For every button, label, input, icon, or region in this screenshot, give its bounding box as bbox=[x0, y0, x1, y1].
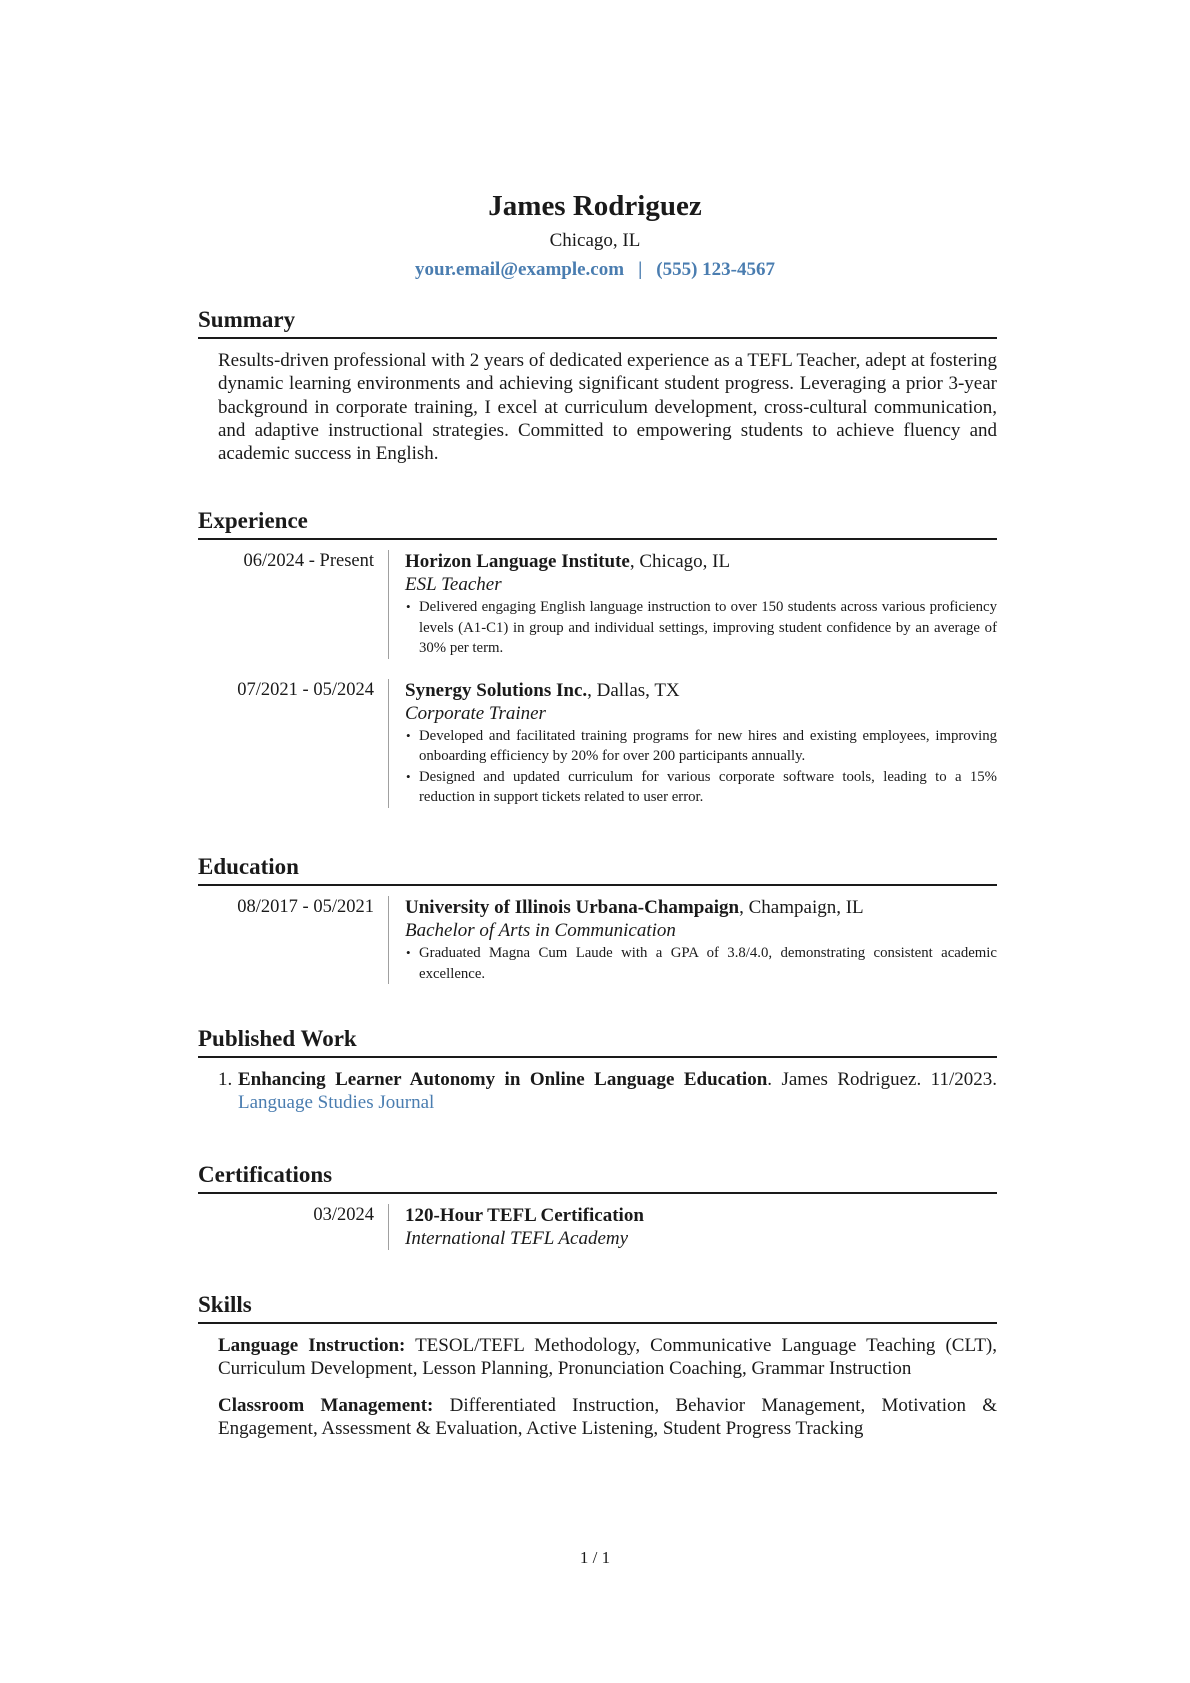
organization-name: Horizon Language Institute bbox=[405, 551, 630, 572]
entry-organization bbox=[405, 679, 997, 702]
entry-organization bbox=[405, 896, 997, 919]
email-link[interactable]: your.email@example.com bbox=[415, 259, 625, 280]
entry-organization bbox=[405, 1204, 997, 1227]
contact-line bbox=[0, 257, 1190, 283]
journal-link[interactable]: Language Studies Journal bbox=[238, 1092, 435, 1114]
entry-dates: 06/2024 - Present bbox=[243, 551, 374, 571]
entry-body bbox=[388, 896, 997, 984]
education-entry bbox=[198, 896, 997, 984]
publication-number: 1. bbox=[218, 1069, 233, 1090]
publication-item bbox=[218, 1068, 997, 1115]
candidate-name: James Rodriguez bbox=[488, 190, 702, 222]
certifications-section bbox=[198, 1161, 997, 1250]
organization-location: , Dallas, TX bbox=[587, 679, 680, 701]
section-title-skills: Skills bbox=[198, 1291, 997, 1324]
certification-issuer: International TEFL Academy bbox=[405, 1228, 629, 1249]
skill-label: Language Instruction: bbox=[218, 1335, 406, 1356]
entry-degree: Bachelor of Arts in Communication bbox=[405, 920, 676, 941]
candidate-location: Chicago, IL bbox=[549, 230, 641, 251]
entry-body bbox=[388, 550, 997, 659]
skill-label: Classroom Management: bbox=[218, 1394, 434, 1416]
bullet-item: • Graduated Magna Cum Laude with a GPA of 3.8/4.0, demonstrating consistent academic excellence. bbox=[405, 943, 997, 984]
bullet-item: • Delivered engaging English language instruction to over 150 students across various proficiency levels (A1-C1) in group and individual settings, improving student confidence by an average of 30% per term. bbox=[405, 597, 997, 659]
bullet-item: • Developed and facilitated training programs for new hires and existing employees, improving onboarding efficiency by 20% for over 200 participants annually. bbox=[405, 726, 997, 767]
phone-link[interactable]: (555) 123-4567 bbox=[656, 259, 775, 280]
contact-separator: | bbox=[638, 259, 643, 280]
organization-location: , Chicago, IL bbox=[629, 551, 731, 572]
summary-text: Results-driven professional with 2 years of dedicated experience as a TEFL Teacher, adept at fostering dynamic learning environments and achieving significant student progress. Leveraging a prior 3-year background in corporate training, I excel at curriculum development, cross-cultural communication, and adaptive instructional strategies. Committed to empowering students to achieve fluency and academic success in English. bbox=[218, 350, 997, 465]
entry-body bbox=[388, 1204, 997, 1250]
education-section bbox=[198, 853, 997, 984]
skill-list: Differentiated Instruction, Behavior Management, Motivation & Engagement, Assessment & Evaluation, Active Listening, Student Progress Tracking bbox=[218, 1394, 998, 1439]
experience-section bbox=[198, 507, 997, 808]
entry-dates: 08/2017 - 05/2021 bbox=[237, 897, 374, 917]
section-title-education: Education bbox=[198, 853, 997, 886]
publication-text bbox=[238, 1068, 997, 1115]
organization-name: University of Illinois Urbana-Champaign bbox=[405, 897, 740, 918]
publication-title: Enhancing Learner Autonomy in Online Language Education bbox=[238, 1069, 768, 1090]
section-title-published: Published Work bbox=[198, 1025, 997, 1058]
organization-location: , Champaign, IL bbox=[739, 897, 864, 918]
entry-bullets bbox=[405, 943, 997, 984]
published-work-section bbox=[198, 1025, 997, 1115]
entry-dates: 07/2021 - 05/2024 bbox=[237, 679, 374, 700]
entry-dates: 03/2024 bbox=[313, 1205, 374, 1225]
resume-header bbox=[0, 186, 1190, 283]
skills-section bbox=[198, 1291, 997, 1440]
entry-bullets bbox=[405, 726, 997, 808]
entry-body bbox=[388, 679, 997, 808]
experience-entry bbox=[198, 679, 997, 808]
organization-name: Synergy Solutions Inc. bbox=[405, 679, 588, 701]
entry-bullets bbox=[405, 597, 997, 659]
skill-group bbox=[218, 1394, 997, 1441]
section-title-experience: Experience bbox=[198, 507, 997, 540]
entry-organization bbox=[405, 550, 997, 573]
section-title-certifications: Certifications bbox=[198, 1161, 997, 1194]
certification-entry bbox=[198, 1204, 997, 1250]
entry-role: ESL Teacher bbox=[405, 574, 502, 595]
experience-entry bbox=[198, 550, 997, 659]
page-number: 1 / 1 bbox=[579, 1548, 611, 1567]
skill-list: TESOL/TEFL Methodology, Communicative Language Teaching (CLT), Curriculum Development, Lesson Planning, Pronunciation Coaching, Grammar Instruction bbox=[218, 1335, 998, 1380]
publication-details: . James Rodriguez. 11/2023. bbox=[767, 1069, 997, 1090]
entry-role: Corporate Trainer bbox=[405, 702, 546, 724]
section-title-summary: Summary bbox=[198, 306, 997, 339]
summary-section bbox=[198, 306, 997, 465]
certification-name: 120-Hour TEFL Certification bbox=[405, 1205, 644, 1226]
bullet-item: • Designed and updated curriculum for various corporate software tools, leading to a 15% reduction in support tickets related to user error. bbox=[405, 767, 997, 808]
skill-group bbox=[218, 1334, 997, 1381]
